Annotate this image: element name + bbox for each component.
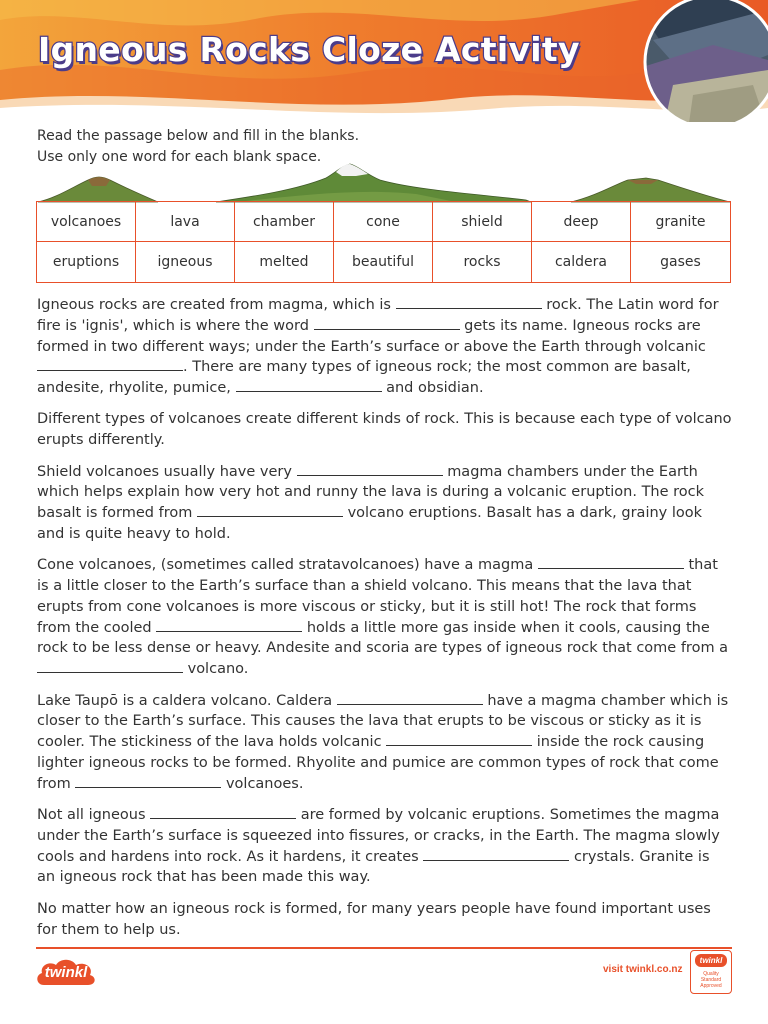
word-bank-cell: caldera bbox=[532, 242, 631, 282]
blank-line[interactable] bbox=[37, 659, 183, 673]
word-bank-cell: granite bbox=[631, 202, 730, 242]
word-bank-cell: gases bbox=[660, 254, 701, 270]
passage-text: have a magma chamber which is closer to the Earth’s surface. This causes the lava that erupts to be viscous or sticky as it is cooler. The stickiness of the lava holds volcanic bbox=[37, 692, 729, 751]
blank-line[interactable] bbox=[297, 462, 443, 476]
instruction-line: Use only one word for each blank space. bbox=[37, 149, 322, 165]
page-title: Igneous Rocks Cloze Activity bbox=[38, 30, 580, 69]
passage-text: Igneous rocks are created from magma, which is bbox=[37, 297, 391, 313]
word-bank-cell: eruptions bbox=[37, 242, 136, 282]
passage-text: rock. The Latin word for fire is 'ignis', which is where the word bbox=[37, 297, 719, 334]
passage-text: crystals. Granite is an igneous rock that has been made this way. bbox=[37, 848, 710, 886]
blank-line[interactable] bbox=[337, 691, 483, 705]
blank-line[interactable] bbox=[538, 555, 684, 569]
passage-text: Cone volcanoes, (sometimes called stratavolcanoes) have a magma bbox=[37, 557, 534, 574]
twinkl-logo[interactable] bbox=[34, 955, 98, 989]
logo-text: twinkl bbox=[44, 963, 88, 981]
passage-text: volcano. bbox=[187, 661, 249, 678]
word-bank-cell: cone bbox=[334, 202, 433, 242]
passage-text: magma chambers under the Earth which helps explain how very hot and runny the lava is during a volcanic eruption. The rock basalt is formed from bbox=[37, 463, 705, 522]
passage-text: Not all igneous bbox=[37, 807, 146, 824]
passage-text: inside the rock causing lighter igneous rocks to be formed. Rhyolite and pumice are common types of rock that come from bbox=[37, 734, 719, 792]
footer-divider bbox=[36, 947, 732, 949]
word-bank-cell: volcanoes bbox=[37, 202, 136, 242]
passage-text: Shield volcanoes usually have very bbox=[37, 463, 292, 480]
word-bank-cell: igneous bbox=[136, 242, 235, 282]
word-bank-cell: beautiful bbox=[334, 242, 433, 282]
badge-brand: twinkl bbox=[695, 954, 727, 967]
quality-badge bbox=[690, 950, 732, 994]
passage-text: Lake Taupō is a caldera volcano. Caldera bbox=[37, 692, 333, 709]
blank-line[interactable] bbox=[236, 378, 382, 392]
passage-text: gets its name. Igneous rocks are formed in two different ways; under the Earth’s surface or above the Earth through volcanic bbox=[37, 317, 706, 355]
blank-line[interactable] bbox=[423, 847, 569, 861]
passage-text: are formed by volcanic eruptions. Sometimes the magma under the Earth’s surface is squeezed into fissures, or cracks, in the Earth. The magma slowly cools and hardens into rock. As it hardens, it creates bbox=[37, 807, 720, 865]
header-banner bbox=[0, 0, 768, 122]
rock-photo bbox=[633, 0, 768, 122]
paragraph bbox=[37, 805, 732, 888]
blank-line[interactable] bbox=[197, 503, 343, 517]
word-bank bbox=[36, 201, 731, 283]
paragraph bbox=[37, 691, 732, 795]
badge-text: Quality Standard Approved bbox=[700, 971, 722, 989]
blank-line[interactable] bbox=[150, 805, 296, 819]
blank-line[interactable] bbox=[37, 357, 183, 371]
paragraph bbox=[37, 555, 732, 680]
passage-text: . There are many types of igneous rock; the most common are basalt, andesite, rhyolite, pumice, bbox=[37, 359, 691, 397]
word-bank-cell: chamber bbox=[235, 202, 334, 242]
blank-line[interactable] bbox=[386, 732, 532, 746]
blank-line[interactable] bbox=[75, 774, 221, 788]
paragraph: Different types of volcanoes create different kinds of rock. This is because each type of volcano erupts differently. bbox=[37, 411, 732, 449]
blank-line[interactable] bbox=[156, 618, 302, 632]
paragraph: No matter how an igneous rock is formed, for many years people have found important uses for them to help us. bbox=[37, 900, 711, 938]
cloze-passage bbox=[37, 295, 732, 951]
blank-line[interactable] bbox=[314, 316, 460, 330]
paragraph bbox=[37, 462, 732, 545]
passage-text: volcano eruptions. Basalt has a dark, grainy look and is quite heavy to hold. bbox=[37, 505, 703, 542]
word-bank-cell: lava bbox=[136, 202, 235, 242]
passage-text: volcanoes. bbox=[225, 775, 304, 792]
passage-text: and obsidian. bbox=[386, 380, 484, 397]
blank-line[interactable] bbox=[396, 295, 542, 309]
passage-text: that is a little closer to the Earth’s surface than a shield volcano. This means that the lava that erupts from cone volcanoes is more viscous or sticky, but it is still hot! The rock that forms from the cooled bbox=[37, 557, 718, 636]
paragraph bbox=[37, 295, 732, 399]
website-link[interactable]: visit twinkl.co.nz bbox=[603, 964, 683, 975]
word-bank-cell: melted bbox=[235, 242, 334, 282]
word-bank-cell: shield bbox=[433, 202, 532, 242]
passage-text: holds a little more gas inside when it cools, causing the rock to be less dense or heavy. Andesite and scoria are types of igneous rock that come from a bbox=[37, 619, 729, 657]
word-bank-cell: rocks bbox=[433, 242, 532, 282]
instruction-line: Read the passage below and fill in the blanks. bbox=[37, 128, 360, 144]
volcano-illustrations bbox=[36, 160, 731, 204]
word-bank-cell: deep bbox=[532, 202, 631, 242]
